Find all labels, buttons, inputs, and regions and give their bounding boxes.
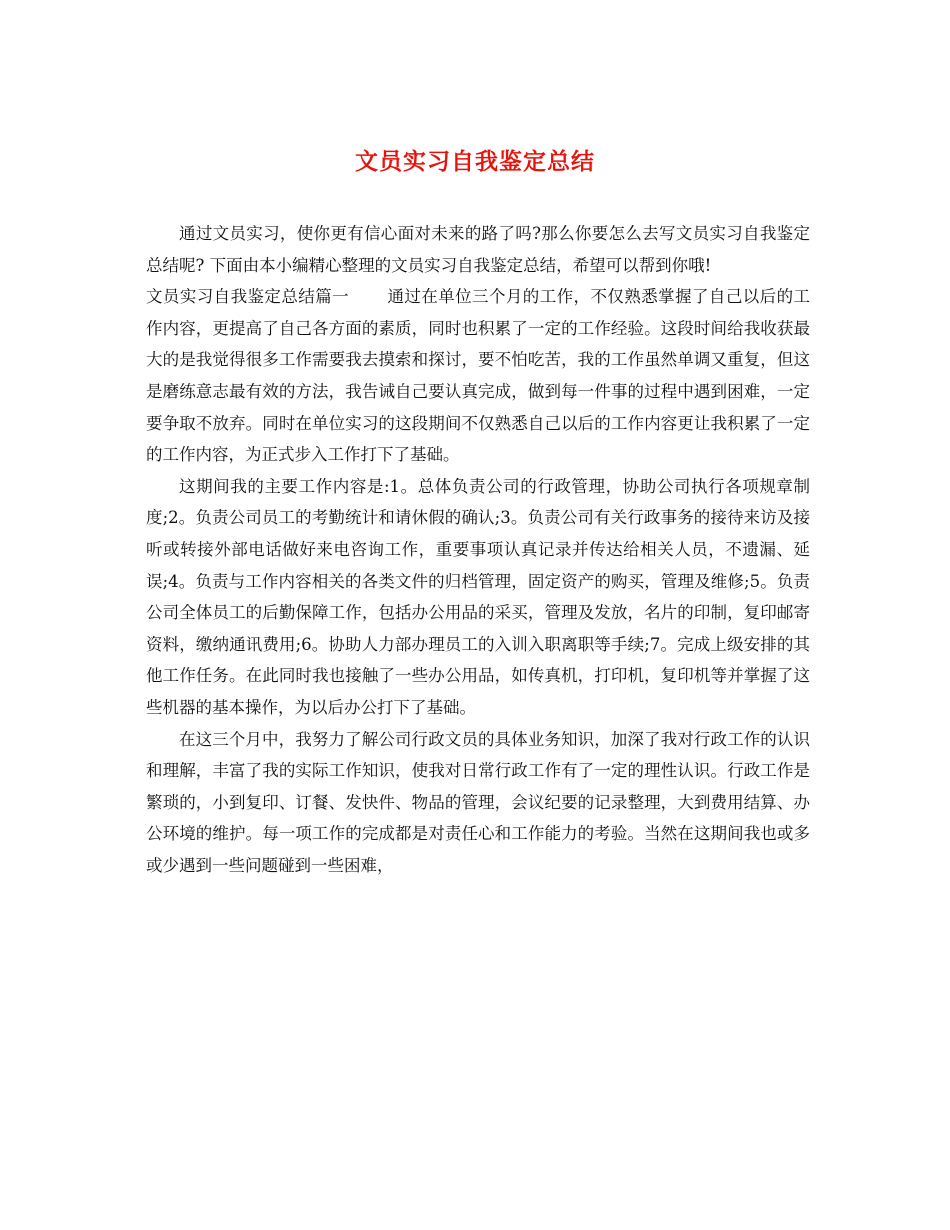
intro-paragraph: 通过文员实习，使你更有信心面对未来的路了吗?那么你要怎么去写文员实习自我鉴定总结呢? 下面由本小编精心整理的文员实习自我鉴定总结，希望可以帮到你哦!: [146, 224, 810, 275]
document-body: [146, 218, 810, 881]
section-1-paragraph: [146, 281, 810, 471]
section-1-heading: 文员实习自我鉴定总结篇一: [146, 287, 350, 307]
three-months-paragraph: 在这三个月中，我努力了解公司行政文员的具体业务知识，加深了我对行政工作的认识和理解，丰富了我的实际工作知识，使我对日常行政工作有了一定的理性认识。行政工作是繁琐的，小到复印、订餐、发快件、物品的管理，会议纪要的记录整理，大到费用结算、办公环境的维护。每一项工作的完成都是对责任心和工作能力的考验。当然在这期间我也或多或少遇到一些问题碰到一些困难，: [146, 729, 810, 875]
section-1-text: 通过在单位三个月的工作，不仅熟悉掌握了自己以后的工作内容，更提高了自己各方面的素质，同时也积累了一定的工作经验。这段时间给我收获最大的是我觉得很多工作需要我去摸索和探讨，要不怕吃苦，我的工作虽然单调又重复，但这是磨练意志最有效的方法，我告诫自己要认真完成，做到每一件事的过程中遇到困难，一定要争取不放弃。同时在单位实习的这段期间不仅熟悉自己以后的工作内容更让我积累了一定的工作内容，为正式步入工作打下了基础。: [146, 287, 811, 465]
document-title: 文员实习自我鉴定总结: [355, 148, 595, 175]
work-content-paragraph: 这期间我的主要工作内容是:1。总体负责公司的行政管理，协助公司执行各项规章制度;2。负责公司员工的考勤统计和请休假的确认;3。负责公司有关行政事务的接待来访及接听或转接外部电话做好来电咨询工作，重要事项认真记录并传达给相关人员，不遗漏、延误;4。负责与工作内容相关的各类文件的归档管理，固定资产的购买，管理及维修;5。负责公司全体员工的后勤保障工作，包括办公用品的采买，管理及发放，名片的印制，复印邮寄资料，缴纳通讯费用;6。协助人力部办理员工的入训入职离职等手续;7。完成上级安排的其他工作任务。在此同时我也接触了一些办公用品，如传真机，打印机，复印机等并掌握了这些机器的基本操作，为以后办公打下了基础。: [146, 476, 810, 717]
